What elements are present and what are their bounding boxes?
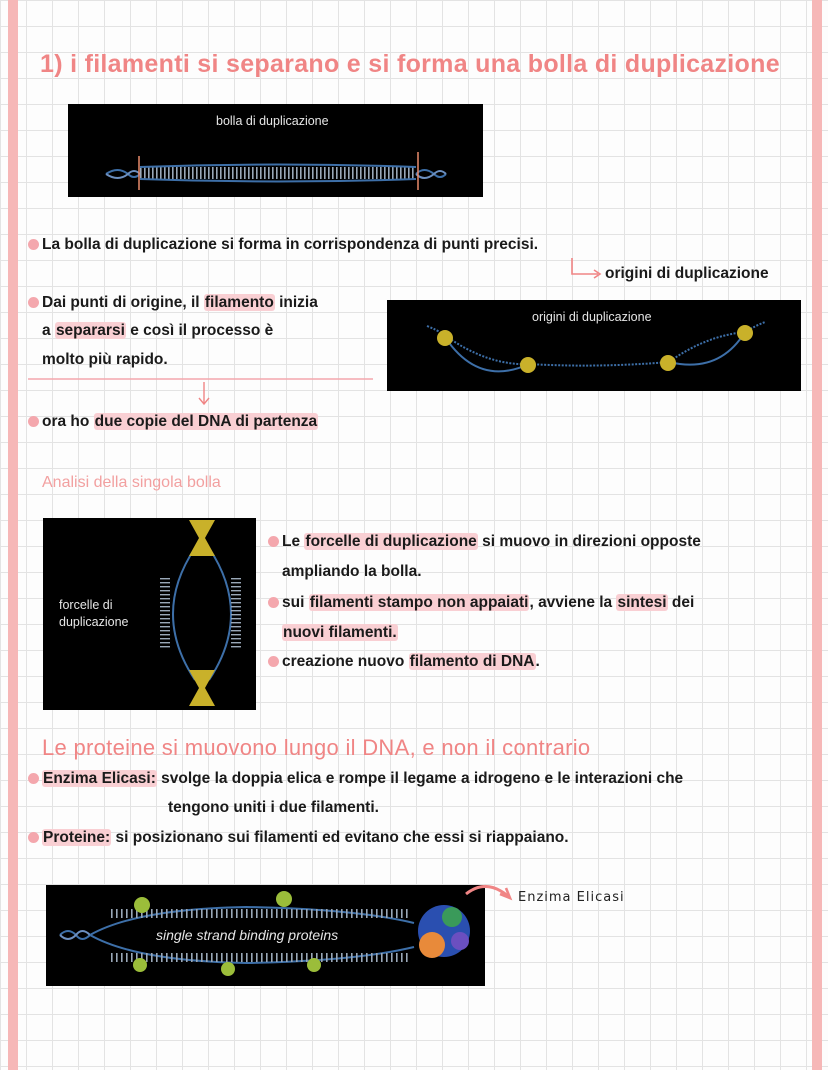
panel-ssb-caption: single strand binding proteins	[156, 927, 339, 943]
bullet-forcelle-direzioni: Le forcelle di duplicazione si muovo in direzioni opposte	[268, 533, 701, 551]
bullet-filamenti-stampo: sui filamenti stampo non appaiati, avviene la sintesi dei	[268, 594, 694, 612]
panel-forcelle-caption-1: forcelle di	[59, 598, 113, 612]
dna-origins-illustration	[387, 300, 801, 391]
bullet-dot-icon	[28, 416, 39, 427]
arrow-right-icon	[566, 256, 606, 280]
hand-note-enzima-elicasi: Enzima Elicasi	[518, 890, 625, 905]
panel-bolla-caption: bolla di duplicazione	[216, 114, 329, 128]
heading-bolla-duplicazione: 1) i filamenti si separano e si forma una bolla di duplicazione	[40, 50, 780, 78]
heading-analisi-bolla: Analisi della singola bolla	[42, 474, 221, 491]
bullet-dot-icon	[268, 597, 279, 608]
bullet-filamenti-stampo-line2: nuovi filamenti.	[283, 624, 397, 641]
notebook-margin-right	[812, 0, 822, 1070]
bullet-dot-icon	[28, 297, 39, 308]
bullet-dot-icon	[28, 239, 39, 250]
panel-ssb-proteins	[46, 885, 485, 986]
bullet-enzima-elicasi: Enzima Elicasi: svolge la doppia elica e rompe il legame a idrogeno e le interazioni che	[28, 770, 683, 788]
curved-arrow-icon	[462, 880, 518, 910]
bullet-nuovo-filamento: creazione nuovo filamento di DNA.	[268, 653, 540, 671]
notebook-margin-left	[8, 0, 18, 1070]
bullet-punti-origine-line3: molto più rapido.	[42, 351, 168, 368]
bullet-dot-icon	[28, 773, 39, 784]
bullet-proteine: Proteine: si posizionano sui filamenti ed evitano che essi si riappaiano.	[28, 829, 569, 847]
bullet-enzima-elicasi-line2: tengono uniti i due filamenti.	[168, 799, 379, 816]
replication-fork-illustration	[43, 518, 256, 710]
dna-bubble-illustration	[68, 104, 483, 197]
bullet-dot-icon	[268, 536, 279, 547]
bullet-punti-origine-line2: a separarsi e così il processo è	[42, 322, 274, 339]
bullet-punti-origine: Dai punti di origine, il filamento inizia	[28, 294, 318, 312]
panel-origini-caption: origini di duplicazione	[532, 310, 652, 324]
bullet-dot-icon	[28, 832, 39, 843]
divider-arrow	[28, 372, 378, 408]
bullet-due-copie: ora ho due copie del DNA di partenza	[28, 413, 318, 431]
heading-proteine-dna: Le proteine si muovono lungo il DNA, e non il contrario	[42, 735, 591, 760]
panel-origini-duplicazione	[387, 300, 801, 391]
bullet-dot-icon	[268, 656, 279, 667]
bullet-bolla-punti-precisi: La bolla di duplicazione si forma in corrispondenza di punti precisi.	[28, 236, 538, 254]
panel-forcelle-duplicazione	[43, 518, 256, 710]
bullet-forcelle-direzioni-line2: ampliando la bolla.	[282, 563, 422, 580]
panel-forcelle-caption-2: duplicazione	[59, 615, 129, 629]
panel-bolla-duplicazione	[68, 104, 483, 197]
note-origini-duplicazione: origini di duplicazione	[605, 265, 769, 282]
